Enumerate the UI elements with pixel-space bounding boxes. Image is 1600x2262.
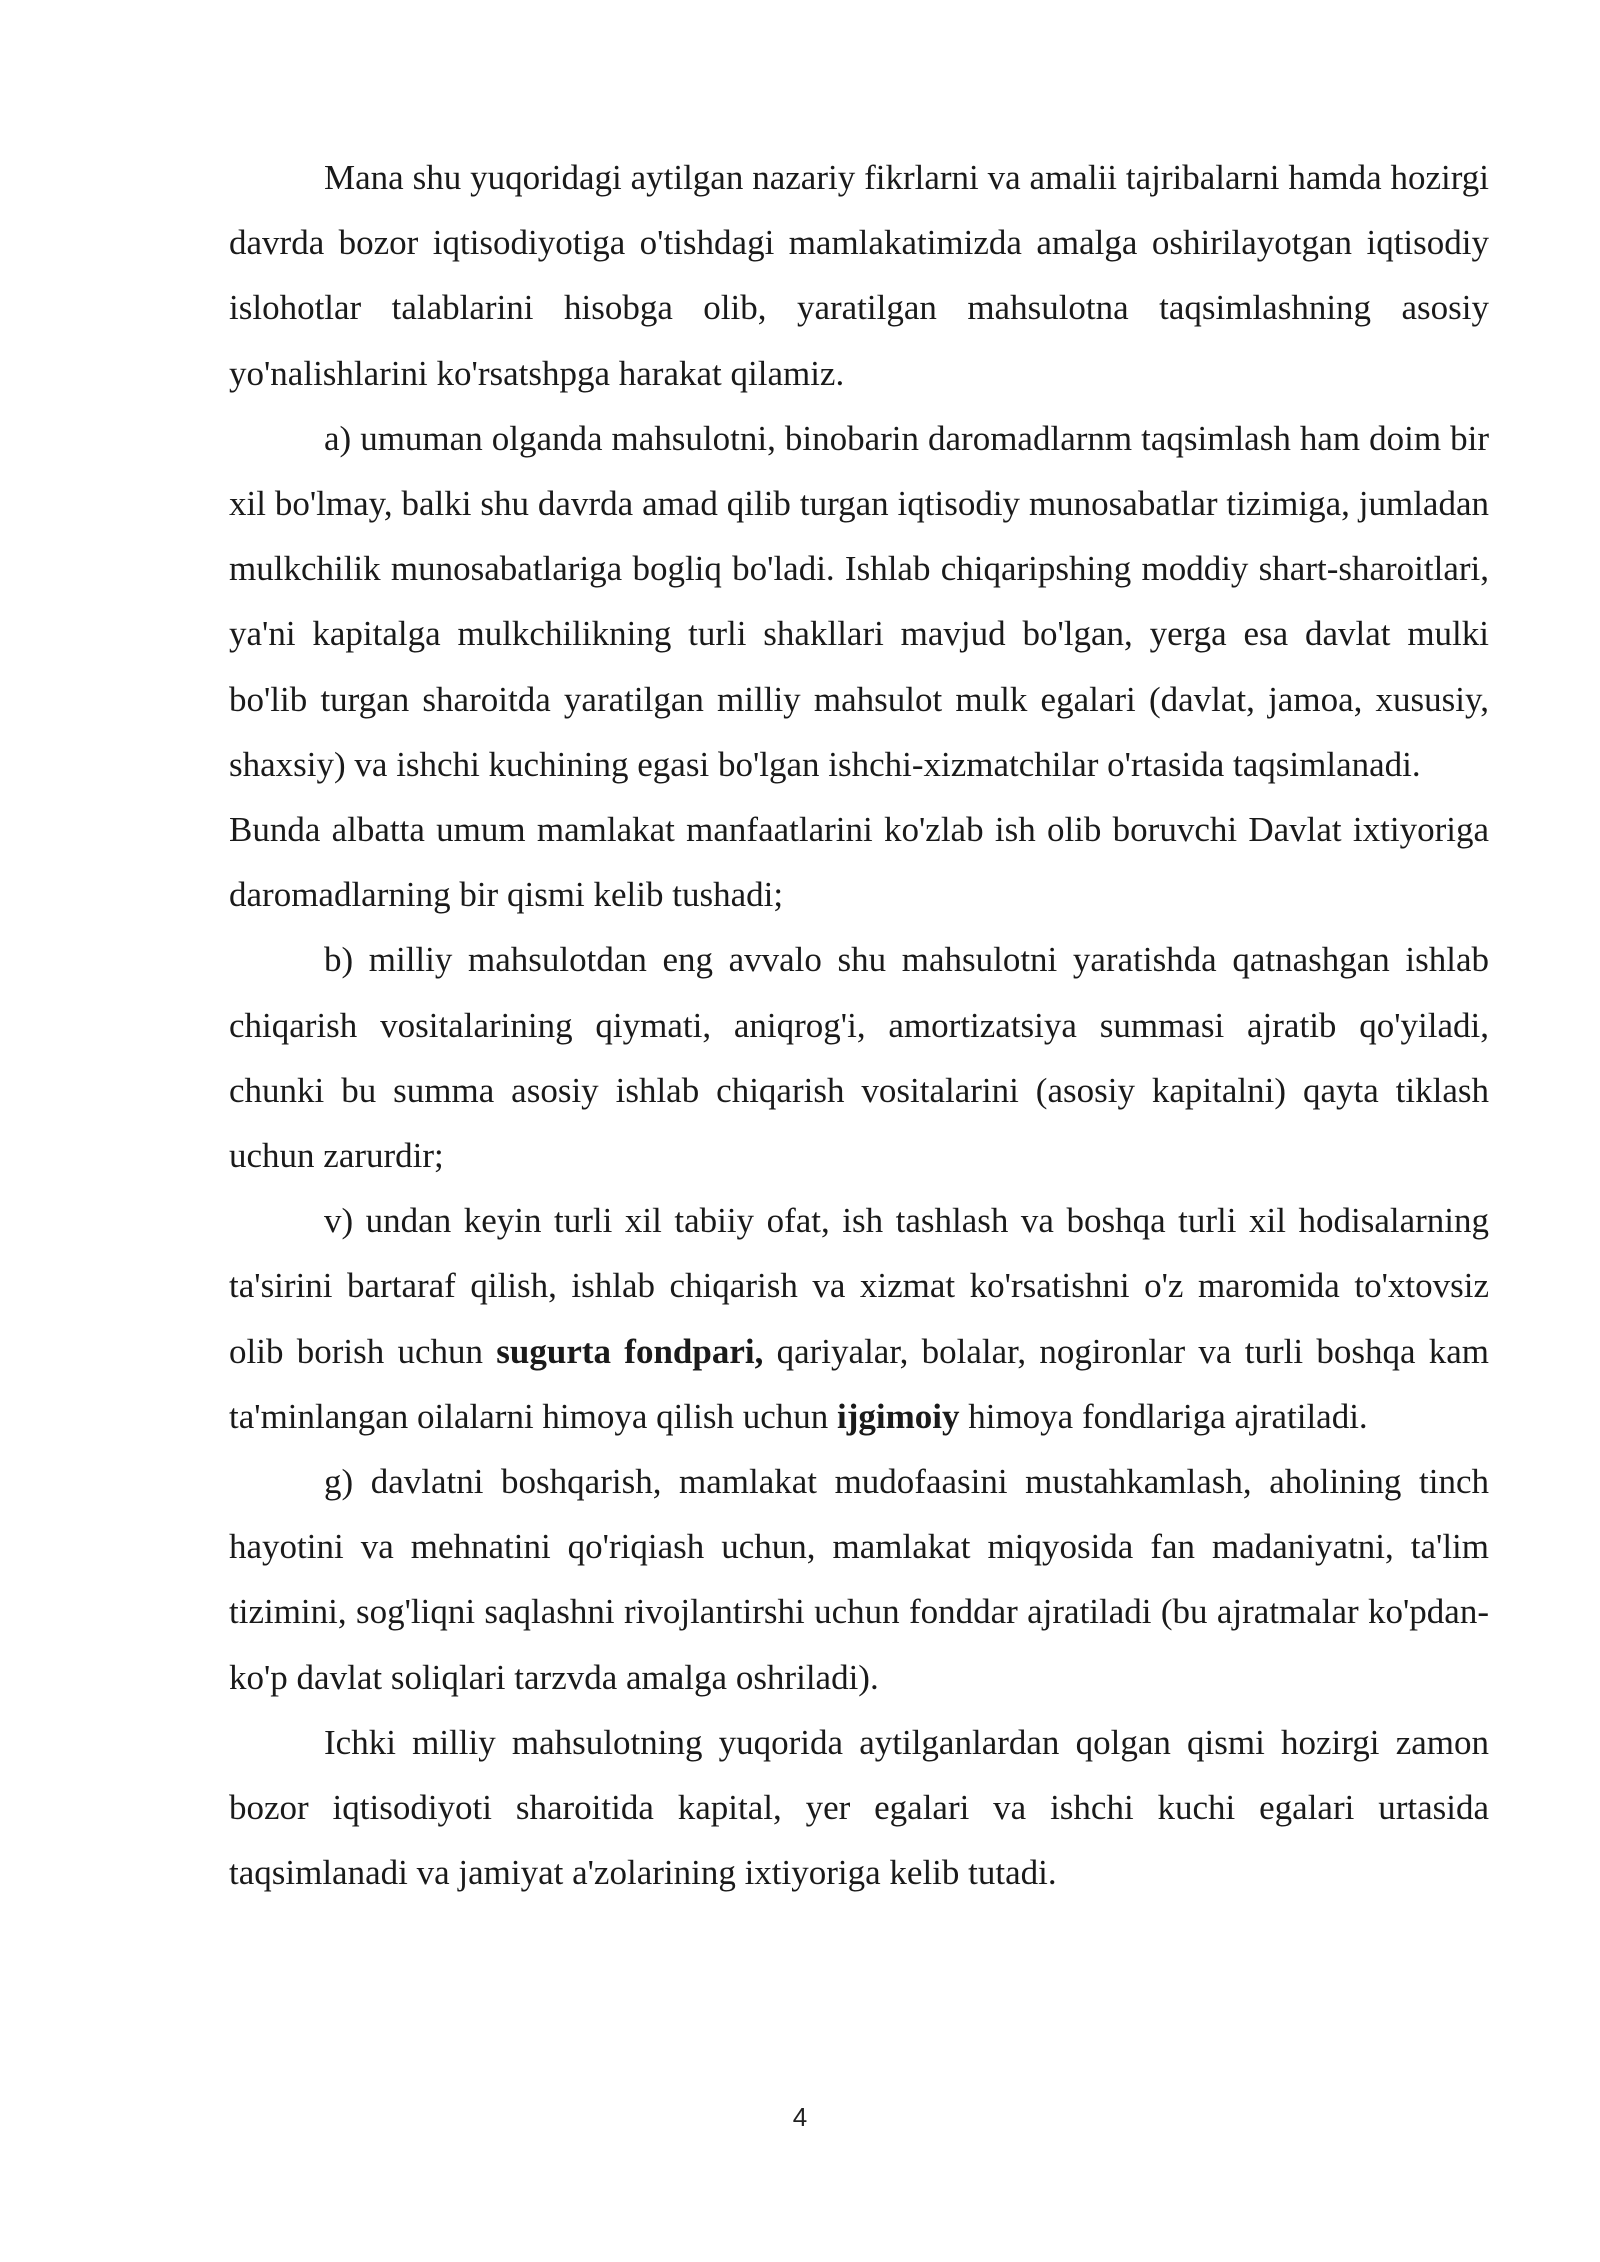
paragraph-b: b) milliy mahsulotdan eng avvalo shu mahsulotni yaratishda qatnashgan ishlab chiqarish vositalarining qiymati, aniqrog'i, amortizatsiya summasi ajratib qo'yiladi, chunki bu summa asosiy ishlab chiqarish vositalarini (asosiy kapitalni) qayta tiklash uchun zarurdir;: [229, 940, 1489, 1176]
paragraph-intro: Mana shu yuqoridagi aytilgan nazariy fikrlarni va amalii tajribalarni hamda hozirgi davrda bozor iqtisodiyotiga o'tishdagi mamlakatimizda amalga oshirilayotgan iqtisodiy islohotlar talablarini hisobga olib, yaratilgan mahsulotna taqsimlashning asosiy yo'nalishlarini ko'rsatshpga harakat qilamiz.: [229, 158, 1489, 393]
page-number: 4: [792, 2102, 808, 2132]
paragraph-v-text-1: v) undan keyin turli xil tabiiy ofat, ish tashlash va boshqa turli xil hodisalarning ta'sirini bartaraf qilish, ishlab chiqarish va xizmat ko'rsatishni o'z maromida to'xtovsiz olib borish uchun: [229, 1201, 1489, 1371]
paragraph-a: a) umuman olganda mahsulotni, binobarin daromadlarnm taqsimlash ham doim bir xil bo'lmay, balki shu davrda amad qilib turgan iqtisodiy munosabatlar tizimiga, jumladan mulkchilik munosabatlariga bogliq bo'ladi. Ishlab chiqaripshing moddiy shart-sharoitlari, ya'ni kapitalga mulkchilikning turli shakllari mavjud bo'lgan, yerga esa davlat mulki bo'lib turgan sharoitda yaratilgan milliy mahsulot mulk egalari (davlat, jamoa, xususiy, shaxsiy) va ishchi kuchining egasi bo'lgan ishchi-xizmatchilar o'rtasida taqsimlanadi.: [229, 418, 1489, 784]
paragraph-v-text-3: himoya fondlariga ajratiladi.: [959, 1396, 1368, 1436]
insurance-funds-term: sugurta fondpari,: [496, 1331, 764, 1371]
paragraph-v: [229, 1188, 1489, 1449]
social-term: ijgimoiy: [837, 1396, 960, 1436]
paragraph-state-share: Bunda albatta umum mamlakat manfaatlarini ko'zlab ish olib boruvchi Davlat ixtiyoriga daromadlarning bir qismi kelib tushadi;: [229, 810, 1489, 915]
paragraph-g: g) davlatni boshqarish, mamlakat mudofaasini mustahkamlash, aholining tinch hayotini va mehnatini qo'riqiash uchun, mamlakat miqyosida fan madaniyatni, ta'lim tizimini, sog'liqni saqlashni rivojlantirshi uchun fonddar ajratiladi (bu ajratmalar ko'pdan-ko'p davlat soliqlari tarzvda amalga oshriladi).: [229, 1462, 1489, 1697]
paragraph-v-text-2: qariyalar, bolalar, nogironlar va turli boshqa kam ta'minlangan oilalarni himoya qilish uchun: [229, 1331, 1490, 1436]
paragraph-conclusion: Ichki milliy mahsulotning yuqorida aytilganlardan qolgan qismi hozirgi zamon bozor iqtisodiyoti sharoitida kapital, yer egalari va ishchi kuchi egalari urtasida taqsimlanadi va jamiyat a'zolarining ixtiyoriga kelib tutadi.: [229, 1722, 1489, 1893]
document-body: [229, 145, 1489, 1905]
